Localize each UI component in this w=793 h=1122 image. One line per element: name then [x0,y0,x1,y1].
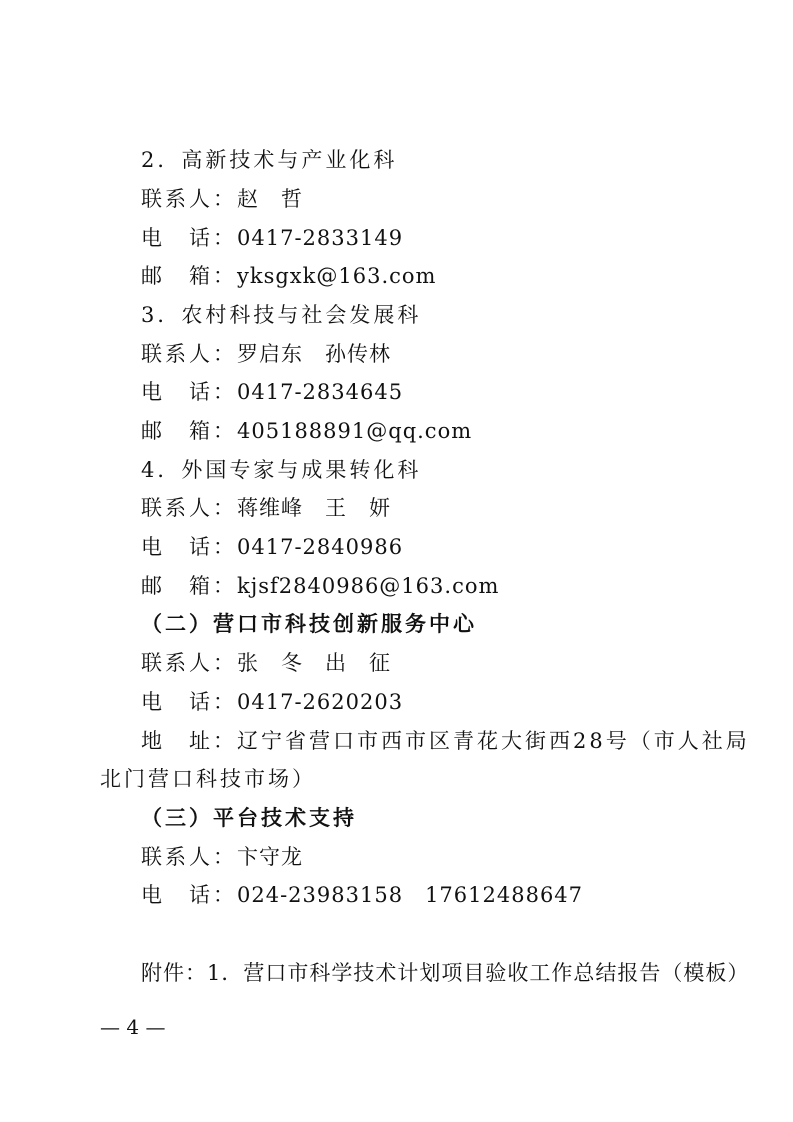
section-title-rural: 3．农村科技与社会发展科 [141,303,422,327]
contact-row: 联系人：蒋维峰 王 妍 [141,496,391,520]
phone-row: 电 话：0417-2620203 [141,690,404,714]
section-title-innovation-center: （二）营口市科技创新服务中心 [141,611,477,636]
email-row: 邮 箱：kjsf2840986@163.com [141,574,500,598]
phone-row: 电 话：0417-2833149 [141,226,404,250]
page-number: — 4 — [100,1015,166,1039]
section-title-platform-support: （三）平台技术支持 [141,805,357,830]
phone-row: 电 话：024-23983158 17612488647 [141,883,584,907]
section-title-foreign-experts: 4．外国专家与成果转化科 [141,458,422,482]
address-continuation: 北门营口科技市场） [100,767,316,791]
contact-row: 联系人：卞守龙 [141,845,303,869]
phone-row: 电 话：0417-2840986 [141,535,404,559]
phone-row: 电 话：0417-2834645 [141,380,404,404]
email-row: 邮 箱：yksgxk@163.com [141,264,437,288]
contact-row: 联系人：张 冬 出 征 [141,651,391,675]
address-row: 地 址：辽宁省营口市西市区青花大街西28号（市人社局 [141,729,750,753]
contact-row: 联系人：罗启东 孙传林 [141,342,391,366]
email-row: 邮 箱：405188891@qq.com [141,419,473,443]
contact-row: 联系人：赵 哲 [141,187,303,211]
attachment-line: 附件：1．营口市科学技术计划项目验收工作总结报告（模板） [141,961,750,985]
section-title-hi-tech: 2．高新技术与产业化科 [141,148,398,172]
